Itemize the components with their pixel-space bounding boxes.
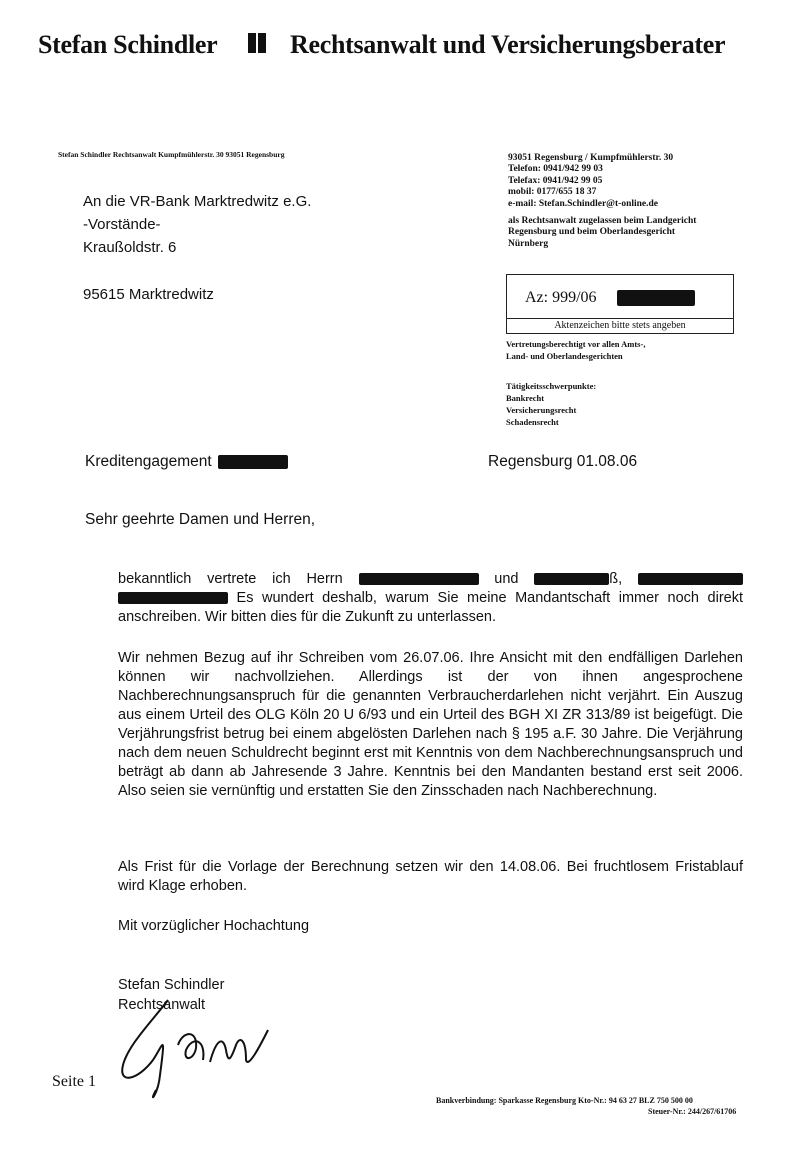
aktenzeichen-box (506, 274, 734, 334)
recipient-address (83, 190, 311, 306)
subject-text: Kreditengagement (85, 453, 212, 470)
letterhead-title: Rechtsanwalt und Versicherungsberater (290, 30, 726, 59)
para1-text-c: ß, (609, 571, 623, 587)
contact-fax: Telefax: 0941/942 99 05 (508, 175, 603, 186)
sender-return-address: Stefan Schindler Rechtsanwalt Kumpfmühlerstr. 30 93051 Regensburg (58, 150, 285, 159)
recipient-line-3: Kraußoldstr. 6 (83, 239, 177, 256)
body-paragraph-3: Als Frist für die Vorlage der Berechnung setzen wir den 14.08.06. Bei fruchtlosem Fristablauf wird Klage erhoben. (118, 859, 743, 894)
aktenzeichen-label: Az: 999/06 (525, 289, 597, 306)
taetigkeit-block (506, 380, 596, 428)
body-paragraph-1 (118, 570, 743, 627)
contact-address: 93051 Regensburg / Kumpfmühlerstr. 30 (508, 153, 674, 163)
date-line: Regensburg 01.08.06 (488, 453, 638, 470)
redaction-bar (617, 290, 695, 306)
contact-block (508, 153, 696, 250)
redaction-bar (359, 573, 479, 585)
handwritten-signature (108, 990, 308, 1110)
taetigkeit-item: Schadensrecht (506, 417, 559, 427)
redaction-bar (534, 573, 609, 585)
contact-admission-2: Regensburg und beim Oberlandesgericht (508, 227, 676, 238)
letterhead-logo-mark (248, 33, 266, 53)
signoff-role: Rechtsanwalt (118, 997, 206, 1013)
body-paragraph-2: Wir nehmen Bezug auf ihr Schreiben vom 26.07.06. Ihre Ansicht mit den endfälligen Darlehen können wir nachvollziehen. Allerdings ist der von ihnen angesprochene Nachberechnungsanspruch für die genannten Verbraucherdarlehen nicht verjährt. Ein Auszug aus einem Urteil des OLG Köln 20 U 6/93 und ein Urteil des BGH XI ZR 313/89 ist beigefügt. Die Verjährungsfrist betrug bei einem abgelösten Darlehen nach § 195 a.F. 30 Jahre. Die Verjährung nach dem neuen Schuldrecht beginnt erst mit Kenntnis von dem Nachberechnungsanspruch und beträgt ab dann ab Jahresende 3 Jahre. Kenntnis bei den Mandanten bestand erst seit 2006. Also seien sie vernünftig und erstatten Sie den Zinsschaden nach Nachberechnung. (118, 650, 743, 799)
salutation: Sehr geehrte Damen und Herren, (85, 511, 316, 528)
signoff-name: Stefan Schindler (118, 977, 225, 993)
redaction-bar (118, 592, 228, 604)
subject-line (85, 453, 288, 471)
recipient-line-2: -Vorstände- (83, 216, 161, 233)
para1-text-b: und (494, 571, 519, 587)
recipient-line-1: An die VR-Bank Marktredwitz e.G. (83, 193, 312, 210)
taetigkeit-heading: Tätigkeitsschwerpunkte: (506, 381, 597, 391)
aktenzeichen-note: Aktenzeichen bitte stets angeben (507, 318, 733, 331)
tax-number: Steuer-Nr.: 244/267/61706 (648, 1107, 737, 1116)
recipient-city: 95615 Marktredwitz (83, 286, 214, 303)
redaction-bar (218, 455, 288, 469)
contact-phone: Telefon: 0941/942 99 03 (508, 164, 603, 175)
vertretung-block (506, 338, 645, 362)
contact-admission-1: als Rechtsanwalt zugelassen beim Landgericht (508, 216, 697, 227)
taetigkeit-item: Versicherungsrecht (506, 405, 577, 415)
contact-mobile: mobil: 0177/655 18 37 (508, 187, 597, 198)
taetigkeit-item: Bankrecht (506, 393, 545, 403)
closing-line: Mit vorzüglicher Hochachtung (118, 918, 310, 934)
bank-details: Bankverbindung: Sparkasse Regensburg Kto-Nr.: 94 63 27 BLZ 750 500 00 (436, 1096, 693, 1105)
contact-admission-3: Nürnberg (508, 238, 549, 249)
letterhead-name: Stefan Schindler (38, 30, 218, 59)
page-number: Seite 1 (52, 1073, 96, 1090)
vertretung-line-2: Land- und Oberlandesgerichten (506, 351, 623, 361)
redaction-bar (638, 573, 743, 585)
contact-email: e-mail: Stefan.Schindler@t-online.de (508, 198, 659, 209)
para1-text-d: Es wundert deshalb, warum Sie meine Mandantschaft immer noch direkt anschreiben. Wir bitten dies für die Zukunft zu unterlassen. (118, 590, 744, 625)
vertretung-line-1: Vertretungsberechtigt vor allen Amts-, (506, 339, 646, 349)
para1-text-a: bekanntlich vertrete ich Herrn (118, 571, 343, 587)
